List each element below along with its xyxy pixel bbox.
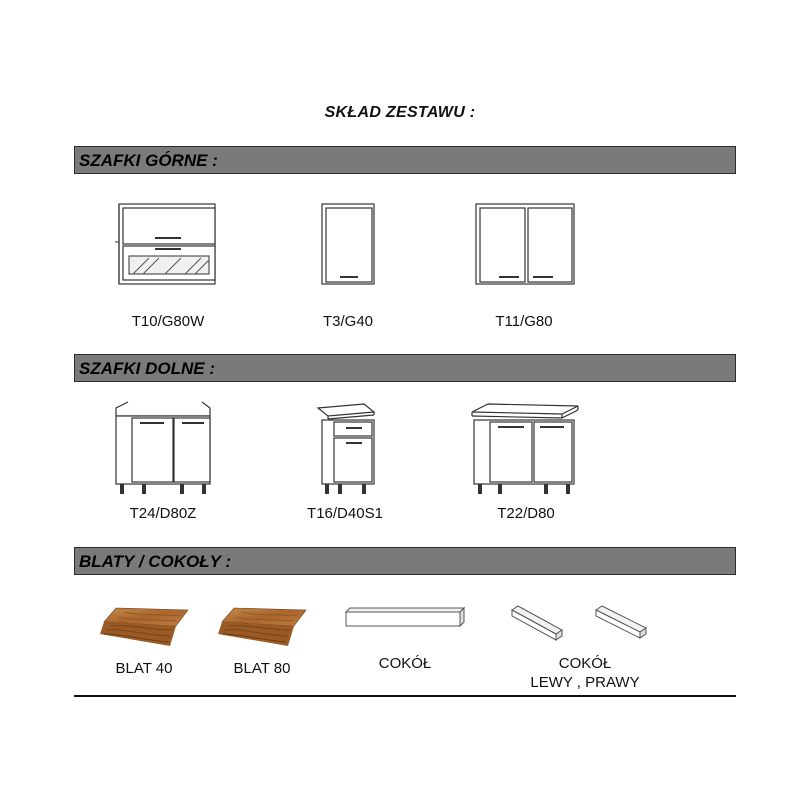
section-title: SZAFKI DOLNE : <box>79 359 215 378</box>
item-label: T11/G80 <box>495 313 553 330</box>
drawer-base-cabinet-icon <box>312 400 378 496</box>
section-header-tops <box>74 547 736 575</box>
section-title: BLATY / COKOŁY : <box>79 552 232 571</box>
section-header-lower <box>74 354 736 382</box>
item-label: T22/D80 <box>497 505 555 522</box>
item-label: T16/D40S1 <box>307 505 383 522</box>
wall-cabinet-single-door-icon <box>318 202 378 288</box>
wall-cabinet-double-door-icon <box>473 202 579 288</box>
section-header-upper <box>74 146 736 174</box>
item-label: T10/G80W <box>131 313 205 330</box>
bottom-divider <box>74 695 736 697</box>
item-label: BLAT 80 <box>233 660 291 677</box>
item-label-line2: LEWY , PRAWY <box>530 674 640 691</box>
item-label-two-line <box>510 654 660 692</box>
sink-base-cabinet-icon <box>110 400 216 496</box>
item-label: T24/D80Z <box>129 505 197 522</box>
section-title: SZAFKI GÓRNE : <box>79 151 218 170</box>
wall-cabinet-glass-icon <box>115 202 221 288</box>
item-label: BLAT 40 <box>115 660 173 677</box>
item-label: COKÓŁ <box>378 655 432 672</box>
plinth-icon <box>344 606 466 630</box>
side-plinth-icon <box>510 602 668 644</box>
worktop-icon <box>218 604 310 648</box>
item-label: T3/G40 <box>322 313 374 330</box>
page-title: SKŁAD ZESTAWU : <box>324 104 476 121</box>
item-label-line1: COKÓŁ <box>558 655 612 672</box>
worktop-icon <box>100 604 192 648</box>
double-base-cabinet-icon <box>468 400 580 496</box>
